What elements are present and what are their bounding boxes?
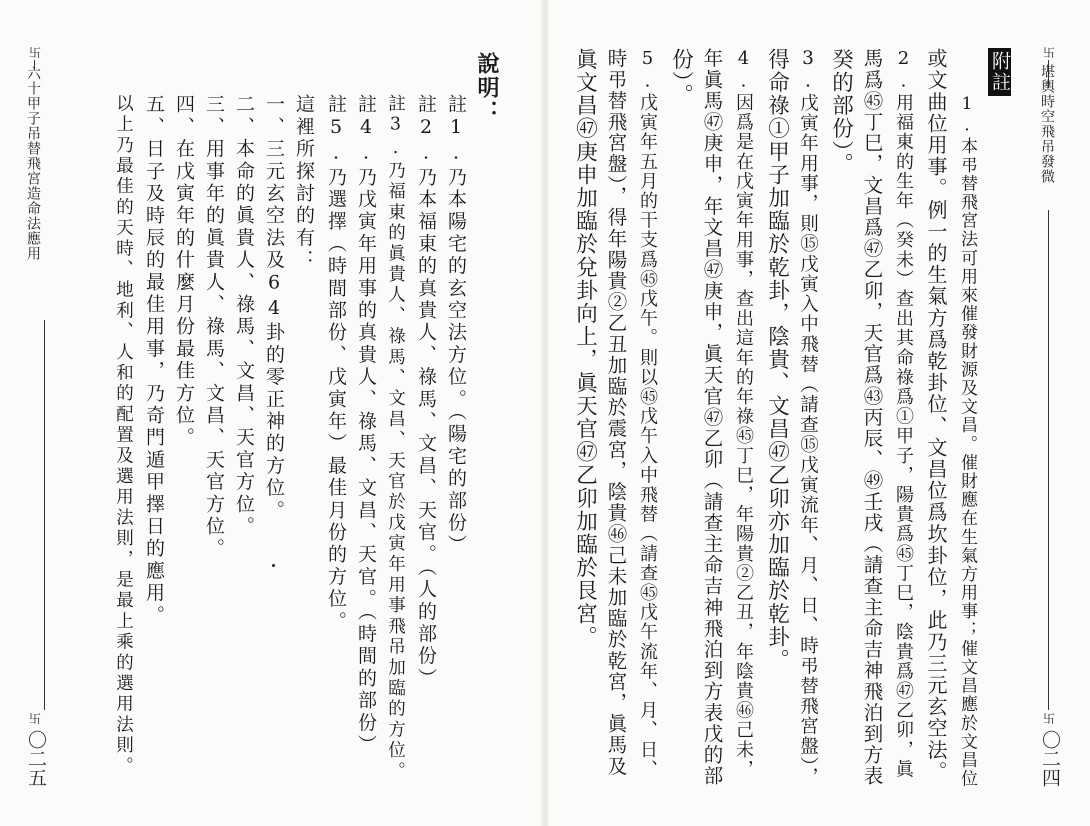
body-column-1: 1.本弔替飛宮法可用來催發財源及文昌。催財應在生氣方用事；催文昌應於文昌位 bbox=[957, 94, 977, 789]
note-column-9: 三、用事年的眞貴人、祿馬、文昌、天官方位。 bbox=[203, 94, 225, 561]
body-column-8: 4.因爲是在戊寅年用事，查出這年的年祿㊺丁巳，年陽貴②乙丑，年陰貴㊻己未， bbox=[733, 48, 754, 780]
section-tag: 附註 bbox=[988, 48, 1011, 96]
note-column-2: 註2.乃本福東的真貴人、祿馬、文昌、天官。（人的部份） bbox=[415, 94, 437, 690]
body-column-2: 或文曲位用事。例一的生氣方爲乾卦位、文昌位爲坎卦位，此乃三元玄空法。 bbox=[924, 48, 948, 783]
body-column-7: 得命祿①甲子加臨於乾卦，陰貴、文昌㊼乙卯亦加臨於乾卦。 bbox=[764, 48, 790, 672]
running-title: 堪輿時空飛吊發微 bbox=[1039, 64, 1055, 184]
print-speck bbox=[272, 564, 275, 567]
note-column-1: 註1.乃本陽宅的玄空法方位。（陽宅的部份） bbox=[445, 94, 467, 557]
body-column-11: 5.戊寅年五月的干支爲㊺戊午。則以㊺戊午入中飛替（請查㊺戊午流年、月、日、 bbox=[637, 48, 658, 780]
body-column-3: 2.用福東的生年（癸未）查出其命祿爲①甲子，陽貴爲㊺丁巳，陰貴爲㊼乙卯，眞 bbox=[893, 48, 914, 780]
note-column-5: 註5.乃選擇（時間部份、戊寅年）最佳月份的方位。 bbox=[325, 94, 347, 633]
note-column-7: 一、三元玄空法及64卦的零正神的方位。 bbox=[263, 94, 285, 522]
body-column-6: 3.戊寅年用事，則⑮戊寅入中飛替（請查⑮戊寅流年、月、日、時弔替飛宮盤）， bbox=[797, 48, 819, 788]
note-column-8: 二、本命的眞貴人、祿馬、文昌、天官方位。 bbox=[233, 94, 255, 538]
footer-mark-icon: 卐 bbox=[28, 712, 41, 726]
header-mark-icon: 卐 bbox=[1042, 46, 1055, 60]
note-column-4: 註4.乃戊寅年用事的真貴人、祿馬、文昌、天官。（時間的部份） bbox=[355, 94, 377, 757]
page-number: 〇二四 bbox=[1039, 730, 1061, 787]
body-column-12: 時弔替飛宮盤），得年陽貴②乙丑加臨於震宮，陰貴㊻己未加臨於乾宮，眞馬及 bbox=[604, 48, 628, 777]
note-column-6: 這裡所探討的有： bbox=[293, 94, 315, 272]
book-gutter bbox=[541, 0, 549, 826]
margin-rule bbox=[1048, 210, 1049, 710]
footer-mark-icon: 卐 bbox=[1042, 712, 1055, 726]
body-column-13: 眞文昌㊼庚申加臨於兌卦向上，眞天官㊼乙卯加臨於艮宮。 bbox=[572, 48, 598, 649]
note-column-12: 以上乃最佳的天時、地利、人和的配置及選用法則，是最上乘的選用法則。 bbox=[113, 94, 134, 778]
body-column-10: 份）。 bbox=[668, 48, 694, 107]
note-column-11: 五、日子及時辰的最佳用事，乃奇門遁甲擇日的應用。 bbox=[143, 94, 165, 627]
notes-heading: 說明： bbox=[474, 52, 500, 124]
running-title: 六十甲子吊替飛宮造命法應用 bbox=[25, 66, 41, 261]
header-mark-icon: 卐 bbox=[28, 46, 41, 60]
note-column-10: 四、在戊寅年的什麼月份最佳方位。 bbox=[173, 94, 195, 450]
page-number: 〇二五 bbox=[25, 730, 47, 787]
margin-rule bbox=[44, 320, 45, 710]
body-column-9: 年眞馬㊼庚申，年文昌㊼庚申，眞天官㊼乙卯（請查主命吉神飛泊到方表戊的部 bbox=[700, 48, 724, 787]
note-column-3: 註3.乃福東的眞貴人、祿馬、文昌、天官於戊寅年用事飛吊加臨的方位。 bbox=[385, 94, 406, 783]
body-column-5: 癸的部份）。 bbox=[828, 48, 854, 176]
body-column-4: 馬爲㊺丁巳，文昌爲㊼乙卯，天官爲㊸丙辰、㊾壬戌（請查主命吉神飛泊到方表 bbox=[860, 48, 884, 787]
